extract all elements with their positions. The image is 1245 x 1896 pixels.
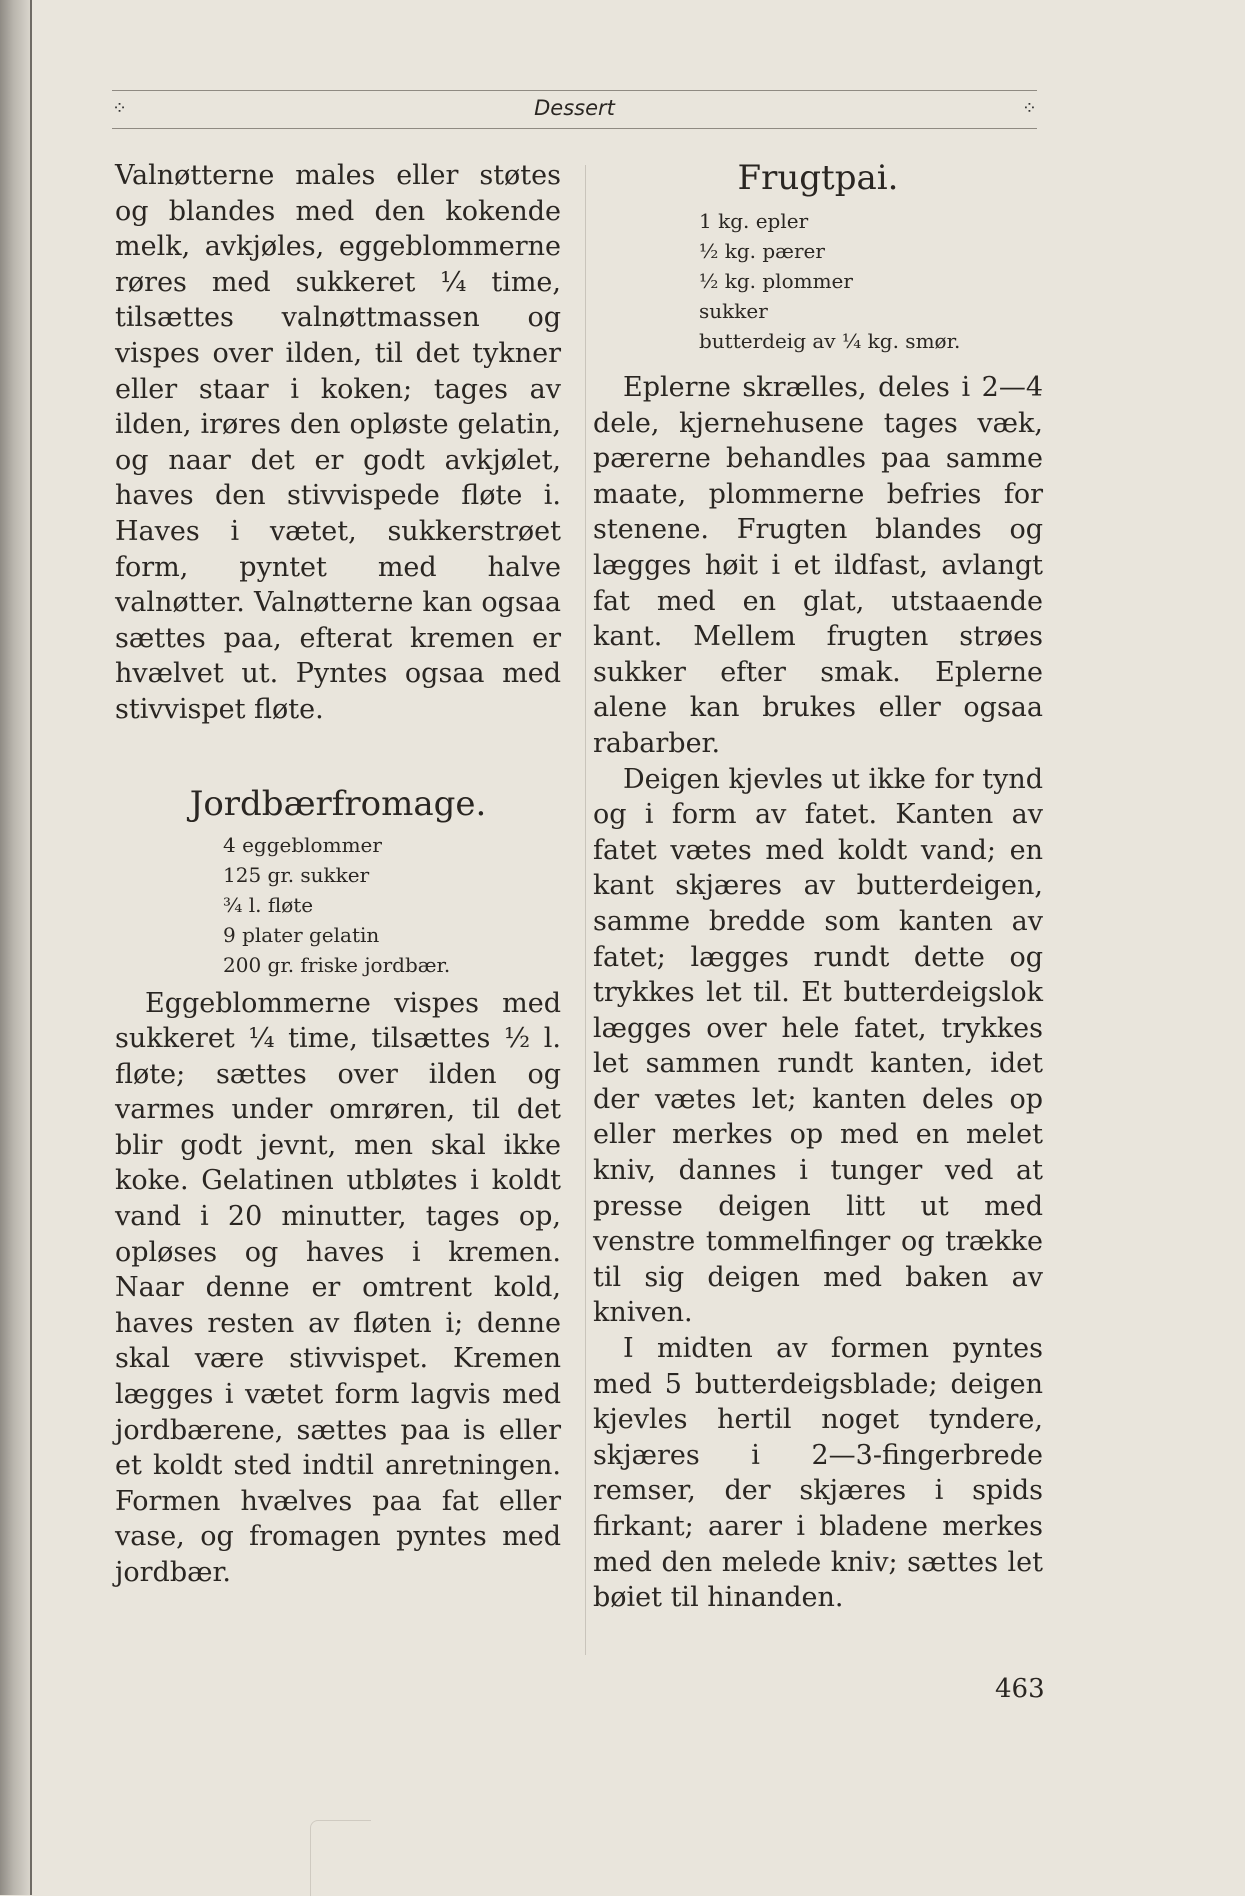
recipe-title-frugtpai: Frugtpai. bbox=[737, 158, 899, 198]
spine-edge bbox=[30, 0, 32, 1895]
jordbaerfromage-instructions: Eggeblommerne vispes med sukkeret ¼ time, tilsættes ½ l. fløte; sættes over ilden og varmes under omrøren, til det blir godt jevnt, men skal ikke koke. Gelatinen utbløtes i koldt vand i 20 minutter, tages op, opløses og haves i kremen. Naar denne er omtrent kold, haves resten av fløten i; denne skal være stivvispet. Kremen lægges i vætet form lagvis med jordbærene, sættes paa is eller et koldt sted indtil anretningen. Formen hvælves paa fat eller vase, og fromagen pyntes med jordbær. bbox=[115, 987, 561, 1588]
ingredient: 200 gr. friske jordbær. bbox=[223, 952, 451, 977]
ingredients-list-frugtpai bbox=[699, 206, 1043, 356]
book-spine bbox=[0, 0, 30, 1895]
ingredient: 1 kg. epler bbox=[699, 209, 809, 233]
header-title: Dessert bbox=[534, 96, 615, 120]
column-divider bbox=[585, 165, 586, 1655]
ingredient: 9 plater gelatin bbox=[223, 922, 380, 947]
recipe-title-jordbaerfromage: Jordbærfromage. bbox=[189, 783, 487, 824]
header-rule-bottom bbox=[112, 128, 1037, 129]
ingredient: butterdeig av ¼ kg. smør. bbox=[699, 329, 961, 353]
page-corner-mark bbox=[310, 1820, 371, 1896]
running-header bbox=[112, 90, 1037, 130]
ingredient: sukker bbox=[699, 299, 768, 323]
ingredient: ½ kg. plommer bbox=[699, 269, 853, 293]
ingredients-list-jordbaerfromage bbox=[223, 830, 561, 980]
frugtpai-instructions-3: I midten av formen pyntes med 5 butterdeigsblade; deigen kjevles hertil noget tyndere, skjæres i 2—3-fingerbrede remser, der skjæres i spids firkant; aarer i bladene merkes med den melede kniv; sættes let bøiet til hinanden. bbox=[593, 1333, 1043, 1614]
ingredient: ¾ l. fløte bbox=[223, 892, 314, 917]
frugtpai-instructions-1: Eplerne skrælles, deles i 2—4 dele, kjernehusene tages væk, pærerne behandles paa samme maate, plommerne befries for stenene. Frugten blandes og lægges høit i et ildfast, avlangt fat med en glat, utstaaende kant. Mellem frugten strøes sukker efter smak. Eplerne alene kan brukes eller ogsaa rabarber. bbox=[593, 372, 1043, 759]
right-column bbox=[593, 158, 1043, 1616]
header-rule-top bbox=[112, 90, 1037, 91]
ingredient: 125 gr. sukker bbox=[223, 862, 370, 887]
page-number: 463 bbox=[995, 1674, 1045, 1704]
ornament-right-icon: ⁘ bbox=[1021, 98, 1037, 119]
left-column bbox=[115, 158, 561, 1591]
ingredient: ½ kg. pærer bbox=[699, 239, 825, 263]
ingredient: 4 eggeblommer bbox=[223, 832, 382, 857]
ornament-left-icon: ⁘ bbox=[112, 98, 128, 119]
walnut-instructions: Valnøtterne males eller støtes og blandes med den kokende melk, avkjøles, eggeblommerne røres med sukkeret ¼ time, tilsættes valnøttmassen og vispes over ilden, til det tykner eller staar i koken; tages av ilden, irøres den opløste gelatin, og naar det er godt avkjølet, haves den stivvispede fløte i. Haves i vætet, sukkerstrøet form, pyntet med halve valnøtter. Valnøtterne kan ogsaa sættes paa, efterat kremen er hvælvet ut. Pyntes ogsaa med stivvispet fløte. bbox=[115, 160, 561, 725]
frugtpai-instructions-2: Deigen kjevles ut ikke for tynd og i form av fatet. Kanten av fatet vætes med koldt vand; en kant skjæres av butterdeigen, samme bredde som kanten av fatet; lægges rundt dette og trykkes let til. Et butterdeigslok lægges over hele fatet, trykkes let sammen rundt kanten, idet der vætes let; kanten deles op eller merkes op med en melet kniv, dannes i tunger ved at presse deigen litt ut med venstre tommelfinger og trække til sig deigen med baken av kniven. bbox=[593, 763, 1043, 1329]
